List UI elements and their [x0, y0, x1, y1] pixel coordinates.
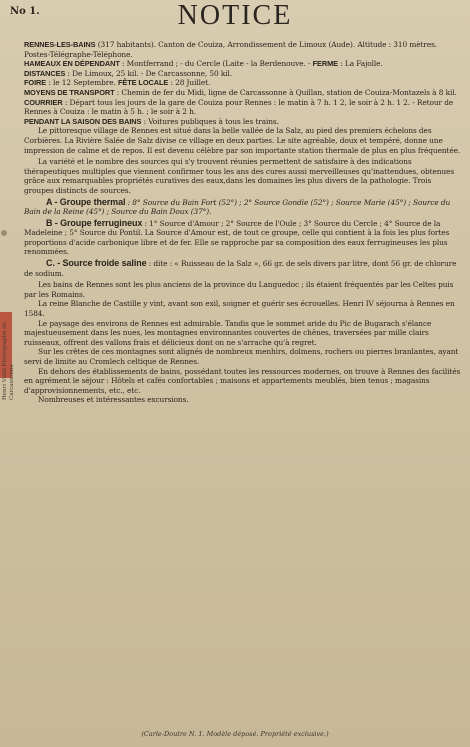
paragraph-facilities: En dehors des établissements de bains, possédant toutes les ressources modernes, on trouve à Rennes des facilités en agrément le séjour : Hôtels et cafés confortables ; maisons et appartements meublés, bien tenus ; magasins d'approvisionnements, etc., etc.: [24, 366, 461, 395]
fete-text: : 28 Juillet.: [170, 78, 211, 88]
transport-line: [24, 88, 462, 98]
group-a-text: : 8° Source du Bain Fort (52°) ; 2° Source Gondie (52°) ; Source Marie (45°) ; Source du Bain de la Reine (45°) ; Source du Bain Doux (37°).: [24, 197, 451, 217]
saison-label: PENDANT LA SAISON DES BAINS: [24, 116, 142, 126]
group-b-label: B - Groupe ferrugineux: [46, 217, 143, 228]
notice-body: [24, 40, 462, 405]
courrier-label: COURRIER: [24, 97, 63, 107]
group-a: [24, 198, 462, 217]
paragraph-queen: La reine Blanche de Castille y vint, avant son exil, soigner et guérir ses écrouelles. Henri IV séjourna à Rennes en 1584.: [24, 299, 455, 319]
group-c-text: : dite : « Ruisseau de la Salz », 66 gr. de sels divers par litre, dont 56 gr. de chlorure de sodium.: [24, 259, 457, 278]
rennes-line: [24, 40, 462, 59]
paragraph-history: Les bains de Rennes sont les plus anciens de la province du Languedoc ; ils étaient fréquentés par les Celtes puis par les Romains.: [24, 280, 454, 299]
group-b-text: : 1° Source d'Amour ; 2° Source de l'Oule ; 3° Source du Cercle ; 4° Source de la Madeleine ; 5° Source du Pontil. La Source d'Amour est, de tout ce groupe, celle qui contient à la fois les plus fortes proportions d'acide carbonique libre et de fer. Elle se rapproche par sa composition des eaux ferrugineuses les plus renommées.: [24, 218, 450, 257]
distances-text: : De Limoux, 25 kil. - De Carcassonne, 50 kil.: [67, 68, 232, 78]
footer-credit: (Carle-Doutre N. 1. Modèle déposé. Propriété exclusive.): [141, 730, 329, 738]
transport-text: : Chemin de fer du Midi, ligne de Carcassonne à Quillan, station de Couiza-Montazels à 8 kil.: [116, 87, 457, 97]
foire-text: : le 12 Septembre.: [48, 78, 116, 88]
group-c: [24, 259, 462, 278]
paragraph-village: Le pittoresque village de Rennes est situé dans la belle vallée de la Salz, au pied des premiers échelons des Corbières. La Rivière Salée de Salz divise ce village en deux parties. Le site agréable, doux et tempéré, donne une impression de calme et de repos. Il est devenu célèbre par son importante station thermale de plus en plus fréquentée.: [24, 126, 461, 155]
hameaux-line: [24, 59, 462, 69]
page-title: NOTICE: [177, 0, 293, 31]
notice-number: No 1.: [10, 6, 40, 17]
foire-line: [24, 78, 462, 88]
group-a-label: A - Groupe thermal: [46, 196, 126, 207]
courrier-line: [24, 98, 462, 117]
hameaux-label: HAMEAUX EN DÉPENDANT: [24, 59, 120, 69]
group-c-label: C. - Source froide saline: [46, 258, 147, 269]
hameaux-text: : Montferrand ; - du Cercle (Laite - la Berdenouve. -: [121, 59, 311, 69]
courrier-text: : Départ tous les jours de la gare de Couiza pour Rennes : le matin à 7 h. 1 2, le soir à 2 h. 1 2. - Retour de Rennes à Couiza : le matin à 5 h. ; le soir à 2 h.: [24, 97, 454, 117]
paragraph-landscape: Le paysage des environs de Rennes est admirable. Tandis que le sommet aride du Pic de Bugarach s'élance majestueusement dans les nues, les montagnes environnantes couvertes de chênes, traversées par mille clairs ruisseaux, offrent des vallons frais et délicieux dont on ne s'arrache qu'à regret.: [24, 318, 432, 347]
fete-label: FÊTE LOCALE: [117, 78, 169, 88]
stamp-text: Henri Vidal Photographe de Carcassonne: [2, 321, 15, 400]
ferme-text: : La Fajolle.: [340, 59, 383, 69]
paragraph-menhirs: Sur les crêtes de ces montagnes sont alignés de nombreux menhirs, dolmens, rochers ou pierres branlantes, ayant servi de limite au Cromlech celtique de Rennes.: [24, 347, 459, 366]
group-b: [24, 219, 462, 257]
saison-line: [24, 117, 462, 127]
distances-line: [24, 69, 462, 79]
transport-label: MOYENS DE TRANSPORT: [24, 87, 115, 97]
foire-label: FOIRE: [24, 78, 47, 88]
paragraph-sources: La variété et le nombre des sources qui s'y trouvent réunies permettent de satisfaire à des indications thérapeutiques multiples que viennent confirmer tous les ans des cures aussi merveilleuses qu'inattendues, obtenues grâce aux remarquables propriétés curatives des eaux,dans les domaines les plus divers de la pathologie. Trois groupes distincts de sources.: [24, 157, 455, 195]
rennes-name: RENNES-LES-BAINS: [24, 40, 96, 49]
distances-label: DISTANCES: [24, 68, 66, 78]
rennes-info: (317 habitants). Canton de Couiza, Arrondissement de Limoux (Aude). Altitude : 310 mètres. Postes-Télégraphe-Téléphone.: [24, 40, 438, 59]
ferme-label: FERME: [312, 59, 339, 69]
saison-text: : Voitures publiques à tous les trains.: [143, 116, 279, 126]
punch-hole: [1, 230, 7, 236]
paragraph-excursions: Nombreuses et intéressantes excursions.: [38, 395, 189, 405]
